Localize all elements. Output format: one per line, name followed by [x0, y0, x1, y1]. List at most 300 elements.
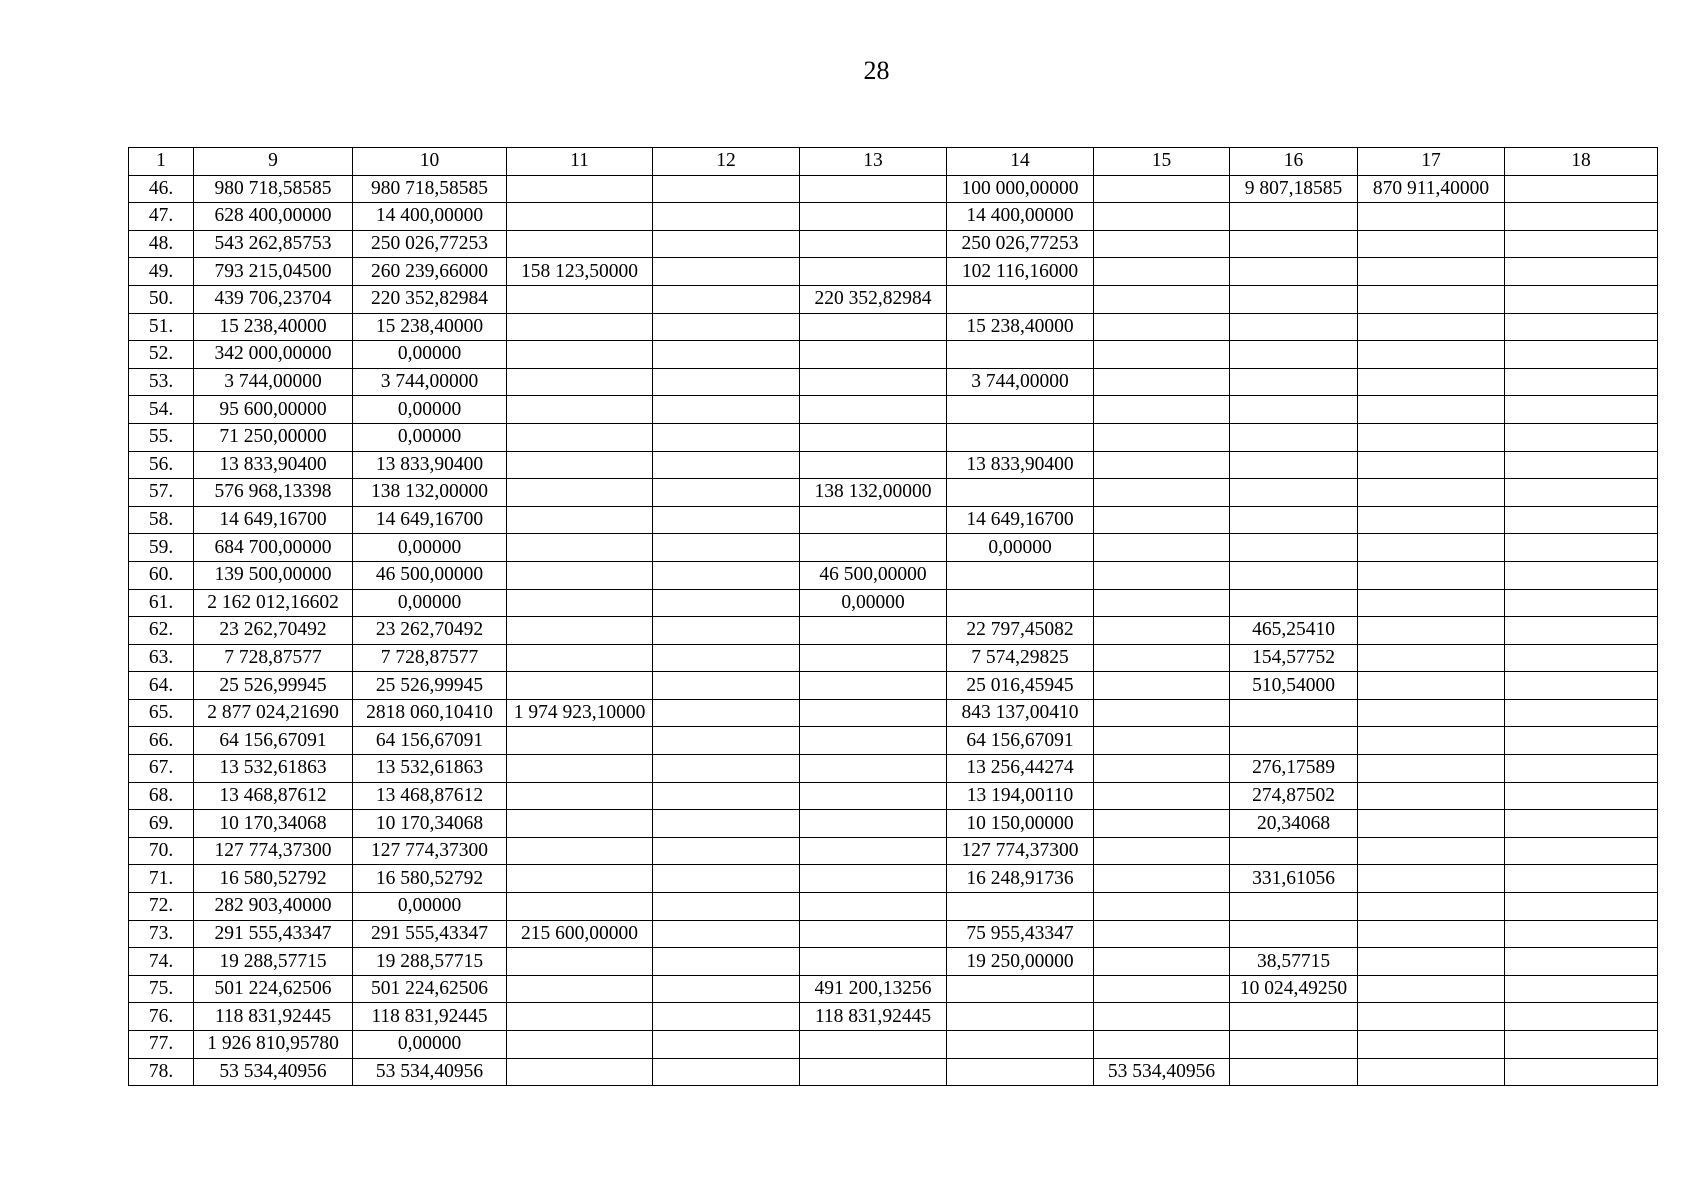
table-cell: 71. — [129, 865, 194, 893]
table-cell — [653, 644, 800, 672]
table-cell — [507, 1058, 653, 1086]
table-cell — [1505, 479, 1658, 507]
table-row — [129, 1003, 1658, 1031]
table-cell — [1094, 368, 1230, 396]
table-cell — [800, 755, 947, 783]
table-cell: 138 132,00000 — [353, 479, 507, 507]
table-cell: 13 833,90400 — [353, 451, 507, 479]
table-cell: 68. — [129, 782, 194, 810]
table-row — [129, 258, 1658, 286]
table-cell — [653, 672, 800, 700]
table-cell — [1230, 368, 1358, 396]
table-cell — [507, 810, 653, 838]
table-cell — [507, 230, 653, 258]
table-cell: 501 224,62506 — [194, 975, 353, 1003]
table-cell — [507, 203, 653, 231]
table-cell: 439 706,23704 — [194, 285, 353, 313]
table-row — [129, 203, 1658, 231]
table-row — [129, 341, 1658, 369]
table-cell — [1358, 1058, 1505, 1086]
table-cell — [1094, 1003, 1230, 1031]
table-cell — [947, 396, 1094, 424]
table-cell — [1094, 230, 1230, 258]
table-cell — [1505, 1003, 1658, 1031]
table-cell — [653, 1003, 800, 1031]
table-cell: 1 — [129, 148, 194, 176]
table-cell: 14 649,16700 — [353, 506, 507, 534]
table-cell: 47. — [129, 203, 194, 231]
table-cell: 48. — [129, 230, 194, 258]
table-cell: 16 248,91736 — [947, 865, 1094, 893]
table-cell: 60. — [129, 561, 194, 589]
table-cell — [1230, 285, 1358, 313]
table-cell — [1094, 1031, 1230, 1059]
table-row — [129, 368, 1658, 396]
table-cell — [507, 589, 653, 617]
table-cell: 18 — [1505, 148, 1658, 176]
table-cell: 25 016,45945 — [947, 672, 1094, 700]
table-cell — [507, 755, 653, 783]
table-cell — [1358, 699, 1505, 727]
table-cell: 46 500,00000 — [353, 561, 507, 589]
table-cell — [1094, 258, 1230, 286]
table-cell — [653, 285, 800, 313]
table-cell — [1358, 865, 1505, 893]
table-cell — [1505, 1058, 1658, 1086]
table-cell — [1358, 423, 1505, 451]
table-cell: 64. — [129, 672, 194, 700]
table-cell — [1230, 589, 1358, 617]
table-cell: 16 580,52792 — [353, 865, 507, 893]
table-cell: 154,57752 — [1230, 644, 1358, 672]
table-cell — [653, 810, 800, 838]
table-cell: 50. — [129, 285, 194, 313]
table-cell — [653, 258, 800, 286]
table-cell — [1505, 782, 1658, 810]
table-cell: 14 649,16700 — [194, 506, 353, 534]
table-cell: 25 526,99945 — [353, 672, 507, 700]
table-cell — [653, 396, 800, 424]
table-cell — [1505, 313, 1658, 341]
table-cell: 0,00000 — [353, 589, 507, 617]
table-cell: 13 256,44274 — [947, 755, 1094, 783]
table-row — [129, 534, 1658, 562]
table-row — [129, 175, 1658, 203]
table-cell: 57. — [129, 479, 194, 507]
table-cell: 53 534,40956 — [353, 1058, 507, 1086]
table-cell — [507, 1003, 653, 1031]
table-cell: 2818 060,10410 — [353, 699, 507, 727]
table-row — [129, 948, 1658, 976]
table-cell: 0,00000 — [947, 534, 1094, 562]
table-cell: 282 903,40000 — [194, 893, 353, 921]
table-cell: 250 026,77253 — [353, 230, 507, 258]
table-cell — [1094, 975, 1230, 1003]
table-cell — [1358, 1031, 1505, 1059]
table-cell — [1358, 810, 1505, 838]
table-cell — [1358, 396, 1505, 424]
table-cell — [800, 534, 947, 562]
table-cell: 59. — [129, 534, 194, 562]
table-cell — [1230, 258, 1358, 286]
table-cell — [800, 672, 947, 700]
table-cell: 3 744,00000 — [353, 368, 507, 396]
table-cell: 14 400,00000 — [947, 203, 1094, 231]
table-cell: 75 955,43347 — [947, 920, 1094, 948]
table-cell — [507, 396, 653, 424]
table-cell — [507, 341, 653, 369]
table-cell — [1094, 782, 1230, 810]
table-cell: 65. — [129, 699, 194, 727]
table-cell: 56. — [129, 451, 194, 479]
table-cell — [1358, 727, 1505, 755]
table-cell — [1230, 699, 1358, 727]
table-cell — [1094, 810, 1230, 838]
table-cell: 16 — [1230, 148, 1358, 176]
table-row — [129, 506, 1658, 534]
table-cell — [1230, 230, 1358, 258]
table-cell — [1094, 534, 1230, 562]
table-cell — [800, 341, 947, 369]
table-cell — [507, 865, 653, 893]
table-cell — [1094, 396, 1230, 424]
table-row — [129, 479, 1658, 507]
table-cell — [800, 203, 947, 231]
table-cell — [653, 423, 800, 451]
table-cell — [1094, 506, 1230, 534]
table-cell: 543 262,85753 — [194, 230, 353, 258]
table-cell — [1094, 644, 1230, 672]
table-cell — [507, 285, 653, 313]
table-cell — [1505, 396, 1658, 424]
table-row — [129, 893, 1658, 921]
table-cell: 139 500,00000 — [194, 561, 353, 589]
table-cell: 118 831,92445 — [194, 1003, 353, 1031]
table-cell — [1358, 368, 1505, 396]
table-cell: 127 774,37300 — [194, 837, 353, 865]
table-cell: 69. — [129, 810, 194, 838]
table-cell: 64 156,67091 — [194, 727, 353, 755]
table-cell — [653, 948, 800, 976]
table-cell: 0,00000 — [353, 423, 507, 451]
table-cell — [1094, 479, 1230, 507]
table-row — [129, 451, 1658, 479]
table-cell — [1505, 341, 1658, 369]
table-cell — [507, 617, 653, 645]
table-cell — [507, 313, 653, 341]
table-row — [129, 423, 1658, 451]
table-cell: 9 807,18585 — [1230, 175, 1358, 203]
table-cell: 19 288,57715 — [194, 948, 353, 976]
table-cell: 62. — [129, 617, 194, 645]
table-cell — [1358, 837, 1505, 865]
table-cell — [1230, 341, 1358, 369]
table-cell: 7 728,87577 — [353, 644, 507, 672]
table-cell — [1358, 258, 1505, 286]
table-cell — [653, 893, 800, 921]
table-cell — [1505, 644, 1658, 672]
table-cell — [653, 479, 800, 507]
table-cell — [653, 203, 800, 231]
table-cell — [1505, 285, 1658, 313]
table-cell: 12 — [653, 148, 800, 176]
table-row — [129, 865, 1658, 893]
table-cell — [653, 975, 800, 1003]
table-cell — [800, 865, 947, 893]
table-cell — [800, 948, 947, 976]
table-cell — [947, 1003, 1094, 1031]
table-cell — [507, 837, 653, 865]
table-cell: 46. — [129, 175, 194, 203]
table-cell — [1505, 865, 1658, 893]
table-cell — [1094, 285, 1230, 313]
table-cell — [1505, 589, 1658, 617]
table-cell: 15 — [1094, 148, 1230, 176]
table-cell: 250 026,77253 — [947, 230, 1094, 258]
table-cell: 20,34068 — [1230, 810, 1358, 838]
table-row — [129, 644, 1658, 672]
table-cell: 7 728,87577 — [194, 644, 353, 672]
table-cell: 342 000,00000 — [194, 341, 353, 369]
table-cell — [1505, 727, 1658, 755]
table-body — [129, 148, 1658, 1086]
table-cell — [1505, 258, 1658, 286]
table-cell — [1358, 920, 1505, 948]
table-cell — [1230, 561, 1358, 589]
table-cell — [1230, 1003, 1358, 1031]
table-cell — [1505, 506, 1658, 534]
table-cell: 10 170,34068 — [194, 810, 353, 838]
table-cell: 14 — [947, 148, 1094, 176]
table-cell: 0,00000 — [353, 893, 507, 921]
table-cell: 291 555,43347 — [353, 920, 507, 948]
page-number: 28 — [863, 56, 890, 85]
table-cell: 0,00000 — [353, 341, 507, 369]
table-cell — [800, 423, 947, 451]
table-cell — [1505, 1031, 1658, 1059]
table-cell — [1230, 203, 1358, 231]
table-cell: 0,00000 — [353, 396, 507, 424]
table-cell — [1094, 423, 1230, 451]
table-cell: 61. — [129, 589, 194, 617]
table-cell — [1094, 727, 1230, 755]
table-cell — [1230, 451, 1358, 479]
table-cell — [947, 1031, 1094, 1059]
table-cell — [800, 920, 947, 948]
table-cell: 127 774,37300 — [353, 837, 507, 865]
table-cell — [1358, 203, 1505, 231]
table-cell: 19 288,57715 — [353, 948, 507, 976]
table-row — [129, 230, 1658, 258]
table-cell — [800, 396, 947, 424]
table-cell — [800, 175, 947, 203]
table-cell: 73. — [129, 920, 194, 948]
table-cell: 102 116,16000 — [947, 258, 1094, 286]
table-cell — [1505, 368, 1658, 396]
table-cell: 95 600,00000 — [194, 396, 353, 424]
table-cell: 38,57715 — [1230, 948, 1358, 976]
table-cell — [1230, 506, 1358, 534]
table-cell — [1358, 644, 1505, 672]
table-cell — [800, 313, 947, 341]
table-cell: 10 024,49250 — [1230, 975, 1358, 1003]
table-cell: 9 — [194, 148, 353, 176]
table-cell: 0,00000 — [800, 589, 947, 617]
table-cell — [653, 561, 800, 589]
table-cell — [1505, 672, 1658, 700]
table-cell: 215 600,00000 — [507, 920, 653, 948]
table-cell — [1358, 948, 1505, 976]
table-cell — [507, 423, 653, 451]
table-cell — [1358, 561, 1505, 589]
table-cell: 19 250,00000 — [947, 948, 1094, 976]
table-cell — [1358, 506, 1505, 534]
table-cell — [507, 975, 653, 1003]
table-cell — [800, 782, 947, 810]
table-cell — [1094, 203, 1230, 231]
table-cell — [1358, 755, 1505, 783]
table-cell: 2 877 024,21690 — [194, 699, 353, 727]
table-cell — [800, 644, 947, 672]
table-cell: 72. — [129, 893, 194, 921]
table-cell — [1230, 423, 1358, 451]
table-cell: 628 400,00000 — [194, 203, 353, 231]
table-cell — [1358, 975, 1505, 1003]
table-cell — [653, 230, 800, 258]
table-cell — [1094, 341, 1230, 369]
table-cell — [653, 341, 800, 369]
table-cell: 49. — [129, 258, 194, 286]
table-cell — [1358, 589, 1505, 617]
table-cell — [800, 1058, 947, 1086]
table-cell — [653, 1058, 800, 1086]
table-cell — [1505, 975, 1658, 1003]
table-cell: 127 774,37300 — [947, 837, 1094, 865]
table-cell — [1094, 589, 1230, 617]
table-cell — [1358, 893, 1505, 921]
table-cell: 77. — [129, 1031, 194, 1059]
table-cell: 63. — [129, 644, 194, 672]
table-cell — [507, 479, 653, 507]
table-cell — [1505, 561, 1658, 589]
table-cell — [1358, 617, 1505, 645]
table-row — [129, 727, 1658, 755]
table-cell — [1505, 837, 1658, 865]
table-cell — [1358, 672, 1505, 700]
table-cell: 52. — [129, 341, 194, 369]
table-cell — [1358, 285, 1505, 313]
table-cell: 15 238,40000 — [947, 313, 1094, 341]
table-cell — [653, 313, 800, 341]
table-cell: 7 574,29825 — [947, 644, 1094, 672]
table-row — [129, 837, 1658, 865]
table-cell — [1094, 617, 1230, 645]
table-cell — [507, 451, 653, 479]
table-cell: 118 831,92445 — [353, 1003, 507, 1031]
table-cell — [653, 727, 800, 755]
table-cell — [1505, 699, 1658, 727]
table-cell: 10 150,00000 — [947, 810, 1094, 838]
table-cell — [1094, 175, 1230, 203]
table-cell — [1230, 727, 1358, 755]
table-cell: 14 400,00000 — [353, 203, 507, 231]
table-cell — [1094, 561, 1230, 589]
table-cell: 501 224,62506 — [353, 975, 507, 1003]
table-row — [129, 561, 1658, 589]
table-cell — [653, 1031, 800, 1059]
table-cell: 13 532,61863 — [353, 755, 507, 783]
table-cell — [1094, 313, 1230, 341]
table-row — [129, 589, 1658, 617]
table-cell — [653, 699, 800, 727]
table-cell: 1 926 810,95780 — [194, 1031, 353, 1059]
table-cell — [1505, 920, 1658, 948]
table-cell — [947, 285, 1094, 313]
table-cell: 76. — [129, 1003, 194, 1031]
table-cell: 331,61056 — [1230, 865, 1358, 893]
table-cell — [507, 506, 653, 534]
table-row — [129, 920, 1658, 948]
table-cell: 576 968,13398 — [194, 479, 353, 507]
table-cell: 274,87502 — [1230, 782, 1358, 810]
table-cell: 684 700,00000 — [194, 534, 353, 562]
table-cell: 793 215,04500 — [194, 258, 353, 286]
table-cell: 10 — [353, 148, 507, 176]
table-cell: 0,00000 — [353, 534, 507, 562]
table-cell — [800, 837, 947, 865]
table-cell — [1505, 451, 1658, 479]
table-cell — [507, 672, 653, 700]
table-cell: 13 833,90400 — [194, 451, 353, 479]
table-row — [129, 782, 1658, 810]
table-row — [129, 396, 1658, 424]
table-cell — [507, 534, 653, 562]
table-cell: 843 137,00410 — [947, 699, 1094, 727]
table-cell: 510,54000 — [1230, 672, 1358, 700]
table-cell — [1505, 203, 1658, 231]
table-cell — [507, 893, 653, 921]
table-cell: 23 262,70492 — [353, 617, 507, 645]
table-cell: 10 170,34068 — [353, 810, 507, 838]
table-cell: 118 831,92445 — [800, 1003, 947, 1031]
table-cell: 67. — [129, 755, 194, 783]
table-row — [129, 1058, 1658, 1086]
table-cell: 70. — [129, 837, 194, 865]
table-cell — [653, 782, 800, 810]
table-cell: 23 262,70492 — [194, 617, 353, 645]
table-cell: 138 132,00000 — [800, 479, 947, 507]
table-cell: 71 250,00000 — [194, 423, 353, 451]
data-table — [128, 147, 1658, 1086]
table-cell — [507, 175, 653, 203]
table-cell: 15 238,40000 — [194, 313, 353, 341]
table-cell — [1230, 920, 1358, 948]
table-cell: 14 649,16700 — [947, 506, 1094, 534]
table-cell — [800, 727, 947, 755]
table-cell — [1094, 920, 1230, 948]
table-cell: 13 468,87612 — [353, 782, 507, 810]
table-cell: 46 500,00000 — [800, 561, 947, 589]
table-cell — [653, 920, 800, 948]
table-cell — [653, 506, 800, 534]
table-cell — [800, 893, 947, 921]
table-cell — [947, 479, 1094, 507]
table-cell — [1358, 782, 1505, 810]
table-cell: 1 974 923,10000 — [507, 699, 653, 727]
table-cell — [800, 1031, 947, 1059]
table-cell — [1230, 313, 1358, 341]
table-cell — [507, 727, 653, 755]
